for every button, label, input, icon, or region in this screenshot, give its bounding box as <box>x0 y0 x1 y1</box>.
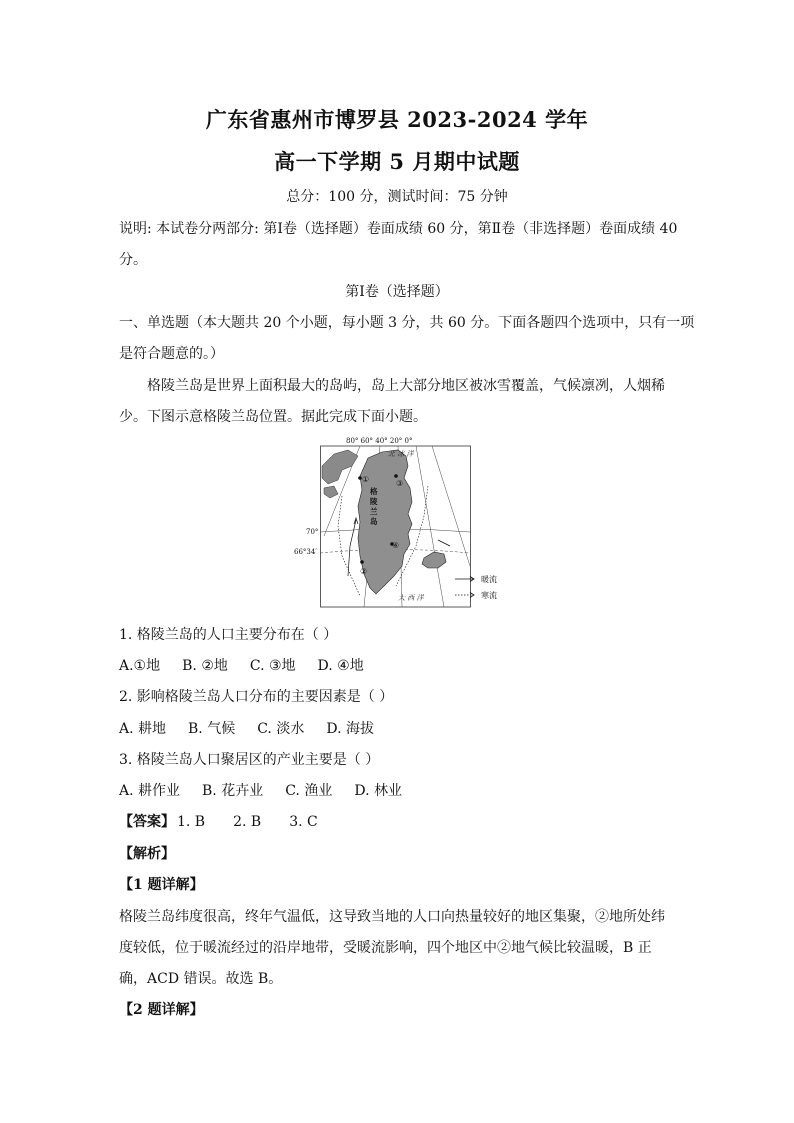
question-2-stem: 2. 影响格陵兰岛人口分布的主要因素是（ ） <box>119 689 394 705</box>
svg-text:兰: 兰 <box>370 507 378 516</box>
arctic-ocean-label: 北 冰 洋 <box>388 450 414 458</box>
svg-text:陵: 陵 <box>370 497 378 506</box>
q2-option-d[interactable]: D. 海拔 <box>326 721 374 737</box>
section-heading-line1: 一、单选题（本大题共 20 个小题，每小题 3 分，共 60 分。下面各题四个选项中，只有一项 <box>119 315 695 331</box>
q3-option-b[interactable]: B. 花卉业 <box>202 783 264 799</box>
q1-analysis-label: 【1 题详解】 <box>119 877 204 893</box>
question-1-options <box>119 655 364 675</box>
question-2-options <box>119 718 374 738</box>
part-title: 第Ⅰ卷（选择题） <box>345 284 449 300</box>
svg-text:格: 格 <box>370 487 378 496</box>
exam-title-line2: 高一下学期 5 月期中试题 <box>274 149 520 174</box>
passage-line1: 格陵兰岛是世界上面积最大的岛屿，岛上大部分地区被冰雪覆盖，气候凛冽，人烟稀 <box>147 378 665 394</box>
q2-option-b[interactable]: B. 气候 <box>188 721 236 737</box>
legend-cold: 寒流 <box>481 591 497 600</box>
svg-text:岛: 岛 <box>370 517 378 526</box>
q1-option-a[interactable]: A.①地 <box>119 658 161 674</box>
question-3-options <box>119 780 402 800</box>
passage-line2: 少。下图示意格陵兰岛位置。据此完成下面小题。 <box>119 409 427 425</box>
question-1-stem: 1. 格陵兰岛的人口主要分布在（ ） <box>119 627 338 643</box>
marker-3: ③ <box>396 479 404 488</box>
svg-text:70°: 70° <box>306 528 319 536</box>
q3-option-d[interactable]: D. 林业 <box>354 783 402 799</box>
q1-option-c[interactable]: C. ③地 <box>249 658 296 674</box>
q1-option-d[interactable]: D. ④地 <box>317 658 364 674</box>
instructions-line2: 分。 <box>119 252 147 268</box>
q1-analysis-line1: 格陵兰岛纬度很高，终年气温低，这导致当地的人口向热量较好的地区集聚，②地所处纬 <box>119 909 665 925</box>
marker-2: ② <box>360 567 368 576</box>
q2-option-a[interactable]: A. 耕地 <box>119 721 167 737</box>
latitude-66-label: 66°34′ <box>294 548 317 556</box>
map-legend <box>453 572 533 604</box>
q2-analysis-label: 【2 题详解】 <box>119 1002 204 1018</box>
q1-option-b[interactable]: B. ②地 <box>182 658 228 674</box>
score-info: 总分：100 分，测试时间：75 分钟 <box>286 189 508 205</box>
answer-3: 3. C <box>289 814 318 830</box>
question-3-stem: 3. 格陵兰岛人口聚居区的产业主要是（ ） <box>119 752 380 768</box>
legend-warm: 暖流 <box>481 575 497 584</box>
answer-label: 【答案】 <box>119 814 175 830</box>
marker-1: ① <box>362 475 370 484</box>
instructions-line1: 说明: 本试卷分两部分: 第Ⅰ卷（选择题）卷面成绩 60 分，第Ⅱ卷（非选择题）卷面成绩 40 <box>119 221 678 237</box>
marker-4: ④ <box>392 541 400 550</box>
q3-option-a[interactable]: A. 耕作业 <box>119 783 181 799</box>
answer-line <box>119 811 346 831</box>
analysis-label: 【解析】 <box>119 846 175 862</box>
atlantic-label: 大 西 洋 <box>398 594 424 602</box>
longitude-labels: 80° 60° 40° 20° 0° <box>346 437 413 445</box>
answer-2: 2. B <box>233 814 262 830</box>
exam-title-line1: 广东省惠州市博罗县 2023-2024 学年 <box>205 107 589 132</box>
q2-option-c[interactable]: C. 淡水 <box>257 721 305 737</box>
q3-option-c[interactable]: C. 渔业 <box>285 783 333 799</box>
q1-analysis-line2: 度较低，位于暖流经过的沿岸地带，受暖流影响，四个地区中②地气候比较温暖，B 正 <box>119 940 652 956</box>
q1-analysis-line3: 确，ACD 错误。故选 B。 <box>119 971 283 987</box>
section-heading-line2: 是符合题意的。） <box>119 346 224 362</box>
answer-1: 1. B <box>177 814 206 830</box>
